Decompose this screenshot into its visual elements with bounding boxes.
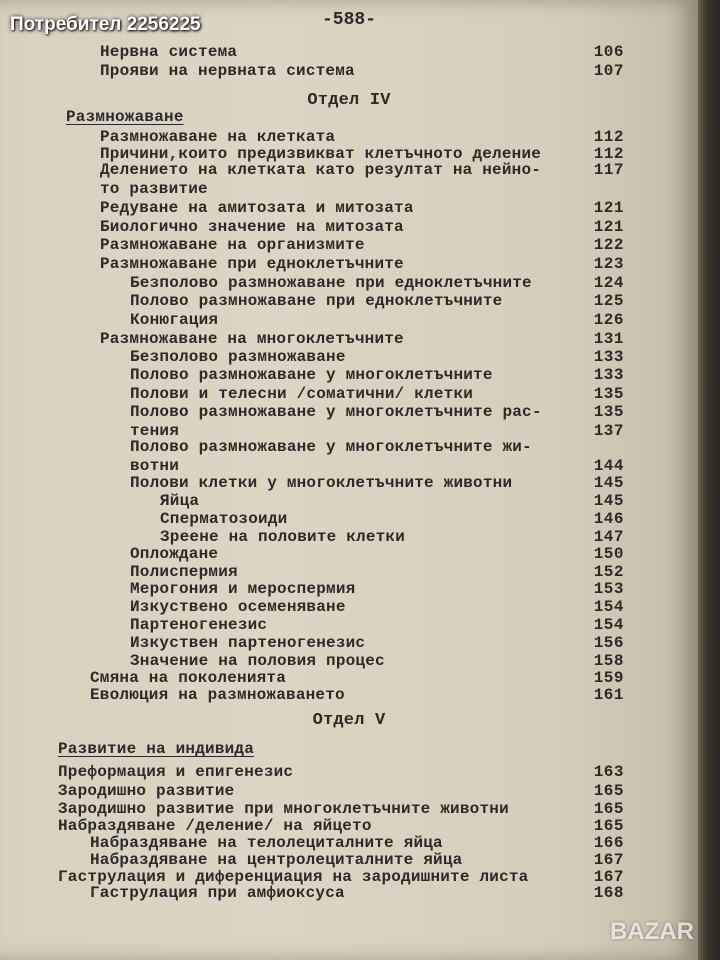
toc-entry-page: 167 bbox=[593, 868, 624, 886]
toc-entry-page: 133 bbox=[593, 366, 624, 384]
bazar-watermark: BAZAR bbox=[610, 918, 694, 945]
toc-entry-title: Изкуствено осеменяване bbox=[130, 598, 346, 616]
toc-entry-title: Биологично значение на митозата bbox=[100, 218, 404, 236]
toc-entry-page: 147 bbox=[593, 528, 624, 546]
toc-entry-title: Гаструлация при амфиоксуса bbox=[90, 884, 345, 902]
toc-entry-page: 124 bbox=[593, 274, 624, 292]
toc-entry-page: 154 bbox=[593, 616, 624, 634]
toc-entry-title: Полиспермия bbox=[130, 563, 238, 581]
toc-entry-title: Причини,които предизвикват клетъчното деление bbox=[100, 145, 542, 163]
toc-entry-page: 122 bbox=[593, 236, 624, 254]
toc-entry-page: 163 bbox=[593, 763, 624, 781]
section-heading bbox=[0, 710, 698, 732]
toc-entry-page: 131 bbox=[593, 330, 624, 348]
toc-entry-title: вотни bbox=[130, 457, 180, 475]
toc-entry-page: 161 bbox=[593, 686, 624, 704]
toc-entry-title: Сперматозоиди bbox=[160, 510, 288, 528]
toc-entry-title: Размножаване на организмите bbox=[100, 236, 365, 254]
toc-entry-page: 154 bbox=[593, 598, 624, 616]
toc-entry-title: Размножаване на многоклетъчните bbox=[100, 330, 404, 348]
toc-entry-page: 145 bbox=[593, 492, 624, 510]
toc-entry-page: 167 bbox=[593, 851, 624, 869]
toc-entry-page: 168 bbox=[593, 884, 624, 902]
toc-entry-page: 152 bbox=[593, 563, 624, 581]
section-title bbox=[0, 738, 698, 760]
toc-entry-page: 165 bbox=[593, 817, 624, 835]
toc-entry-page: 125 bbox=[593, 292, 624, 310]
section-heading-text: Отдел IV bbox=[307, 91, 391, 110]
toc-entry-page: 107 bbox=[593, 62, 624, 80]
user-badge[interactable]: Потребител 2256225 bbox=[10, 14, 201, 35]
toc-entry-page: 126 bbox=[593, 311, 624, 329]
toc-entry-title: Размножаване на клетката bbox=[100, 128, 336, 146]
toc-entry-title: Набраздяване на телолециталните яйца bbox=[90, 834, 443, 852]
toc-entry-page: 150 bbox=[593, 545, 624, 563]
toc-entry-page: 159 bbox=[593, 669, 624, 687]
toc-entry-title: Гаструлация и диференциация на зародишните листа bbox=[58, 868, 529, 886]
section-title-text: Развитие на индивида bbox=[58, 740, 255, 758]
page-number: -588- bbox=[321, 10, 376, 30]
toc-entry-page: 135 bbox=[593, 403, 624, 421]
toc-entry-title: Полово размножаване у многоклетъчните жи- bbox=[130, 438, 532, 456]
toc-entry-title: Оплождане bbox=[130, 545, 219, 563]
toc-entry-page: 153 bbox=[593, 580, 624, 598]
toc-entry-page: 106 bbox=[593, 43, 624, 61]
toc-entry-title: тения bbox=[130, 422, 180, 440]
toc-entry-title: Зреене на половите клетки bbox=[160, 528, 406, 546]
toc-entry bbox=[0, 60, 698, 82]
toc-entry-page: 121 bbox=[593, 199, 624, 217]
toc-entry-title: Изкуствен партеногенезис bbox=[130, 634, 366, 652]
toc-entry-title: Значение на половия процес bbox=[130, 652, 385, 670]
toc-entry-page: 112 bbox=[593, 145, 624, 163]
toc-entry-title: Безполово размножаване при едноклетъчните bbox=[130, 274, 532, 292]
toc-entry-page: 165 bbox=[593, 800, 624, 818]
toc-entry-title: Делението на клетката като резултат на нейно- bbox=[100, 161, 542, 179]
toc-entry-page: 121 bbox=[593, 218, 624, 236]
toc-entry-title: Набраздяване на центролециталните яйца bbox=[90, 851, 463, 869]
toc-entry-title: Полови и телесни /соматични/ клетки bbox=[130, 385, 474, 403]
toc-entry-title: Еволюция на размножаването bbox=[90, 686, 345, 704]
toc-entry-title: Зародишно развитие bbox=[58, 782, 235, 800]
toc-entry-page: 112 bbox=[593, 128, 624, 146]
toc-entry-title: Нервна система bbox=[100, 43, 238, 61]
section-title-text: Размножаване bbox=[66, 108, 184, 126]
section-title bbox=[0, 106, 698, 128]
toc-entry-page: 156 bbox=[593, 634, 624, 652]
toc-entry-title: Полово размножаване у многоклетъчните bbox=[130, 366, 493, 384]
toc-entry-title: Партеногенезис bbox=[130, 616, 268, 634]
toc-entry-title: Зародишно развитие при многоклетъчните животни bbox=[58, 800, 509, 818]
toc-entry-title: Набраздяване /деление/ на яйцето bbox=[58, 817, 372, 835]
toc-entry-title: Конюгация bbox=[130, 311, 219, 329]
toc-entry-title: Яйца bbox=[160, 492, 200, 510]
toc-entry-page: 137 bbox=[593, 422, 624, 440]
toc-entry-page: 144 bbox=[593, 457, 624, 475]
toc-entry-title: Размножаване при едноклетъчните bbox=[100, 255, 404, 273]
toc-entry-page: 123 bbox=[593, 255, 624, 273]
toc-entry bbox=[0, 882, 698, 904]
toc-entry-page: 145 bbox=[593, 474, 624, 492]
toc-entry-page: 166 bbox=[593, 834, 624, 852]
toc-entry-title: Смяна на поколенията bbox=[90, 669, 287, 687]
toc-entry-page: 146 bbox=[593, 510, 624, 528]
toc-entry-title: Преформация и епигенезис bbox=[58, 763, 294, 781]
toc-entry-page: 133 bbox=[593, 348, 624, 366]
toc-entry-title: Редуване на амитозата и митозата bbox=[100, 199, 414, 217]
toc-entry-title: Полово размножаване у многоклетъчните рас- bbox=[130, 403, 542, 421]
toc-entry-title: Прояви на нервната система bbox=[100, 62, 355, 80]
section-heading-text: Отдел V bbox=[312, 711, 386, 730]
book-spine-edge bbox=[698, 0, 720, 960]
toc-entry-title: то развитие bbox=[100, 180, 208, 198]
toc-entry-page: 165 bbox=[593, 782, 624, 800]
toc-entry-page: 158 bbox=[593, 652, 624, 670]
toc-entry-title: Безполово размножаване bbox=[130, 348, 346, 366]
toc-entry-page: 117 bbox=[593, 161, 624, 179]
toc-entry-title: Мерогония и мероспермия bbox=[130, 580, 356, 598]
toc-entry-title: Полови клетки у многоклетъчните животни bbox=[130, 474, 513, 492]
toc-entry-title: Полово размножаване при едноклетъчните bbox=[130, 292, 503, 310]
toc-entry bbox=[0, 684, 698, 706]
toc-entry-page: 135 bbox=[593, 385, 624, 403]
